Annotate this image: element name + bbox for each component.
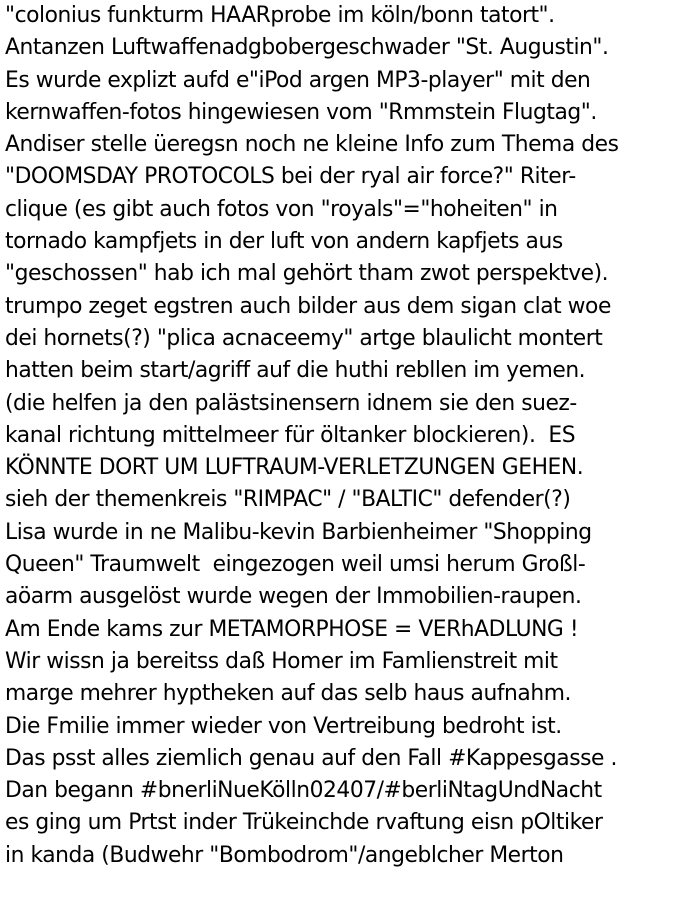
text-line: "geschossen" hab ich mal gehört tham zwot perspektve). [5,261,609,287]
text-line: sieh der themenkreis "RIMPAC" / "BALTIC" defender(?) [5,487,571,513]
text-line: tornado kampfjets in der luft von andern kapfjets aus [5,229,563,255]
text-line: KÖNNTE DORT UM LUFTRAUM-VERLETZUNGEN GEHEN. [5,455,584,481]
text-line: Lisa wurde in ne Malibu-kevin Barbienheimer "Shopping [5,519,592,545]
text-line: kanal richtung mittelmeer für öltanker blockieren). ES [5,422,576,448]
text-line: Das psst alles ziemlich genau auf den Fall #Kappesgasse . [5,745,617,771]
text-line: in kanda (Budwehr "Bombodrom"/angeblcher Merton [5,842,564,868]
text-line: Wir wissn ja bereitss daß Homer im Famlienstreit mit [5,648,558,674]
document-text [5,0,684,872]
text-line: Queen" Traumwelt eingezogen weil umsi herum Großl- [5,552,586,578]
text-line: es ging um Prtst inder Trükeinchde rvaftung eisn pOltiker [5,810,603,836]
text-line: Antanzen Luftwaffenadgbobergeschwader "St. Augustin". [5,35,609,61]
text-line: clique (es gibt auch fotos von "royals"="hoheiten" in [5,196,558,222]
text-line: Am Ende kams zur METAMORPHOSE = VERhADLUNG ! [5,616,579,642]
text-line: hatten beim start/agriff auf die huthi rebllen im yemen. [5,358,586,384]
text-line: trumpo zeget egstren auch bilder aus dem sigan clat woe [5,293,611,319]
text-line: Es wurde explizt aufd e"iPod argen MP3-player" mit den [5,67,591,93]
text-line: (die helfen ja den palästsinensern idnem sie den suez- [5,390,577,416]
text-line: "colonius funkturm HAARprobe im köln/bonn tatort". [5,3,555,28]
text-line: Dan begann #bnerliNueKölln02407/#berliNtagUndNacht [5,778,602,804]
text-line: Die Fmilie immer wieder von Vertreibung bedroht ist. [5,713,562,739]
text-line: marge mehrer hyptheken auf das selb haus aufnahm. [5,681,571,707]
text-line: Andiser stelle üeregsn noch ne kleine Info zum Thema des [5,132,619,158]
text-line: "DOOMSDAY PROTOCOLS bei der ryal air force?" Riter- [5,164,576,190]
text-line: kernwaffen-fotos hingewiesen vom "Rmmstein Flugtag". [5,99,597,125]
text-line: aöarm ausgelöst wurde wegen der Immobilien-raupen. [5,584,582,610]
text-line: dei hornets(?) "plica acnaceemy" artge blaulicht montert [5,325,603,351]
